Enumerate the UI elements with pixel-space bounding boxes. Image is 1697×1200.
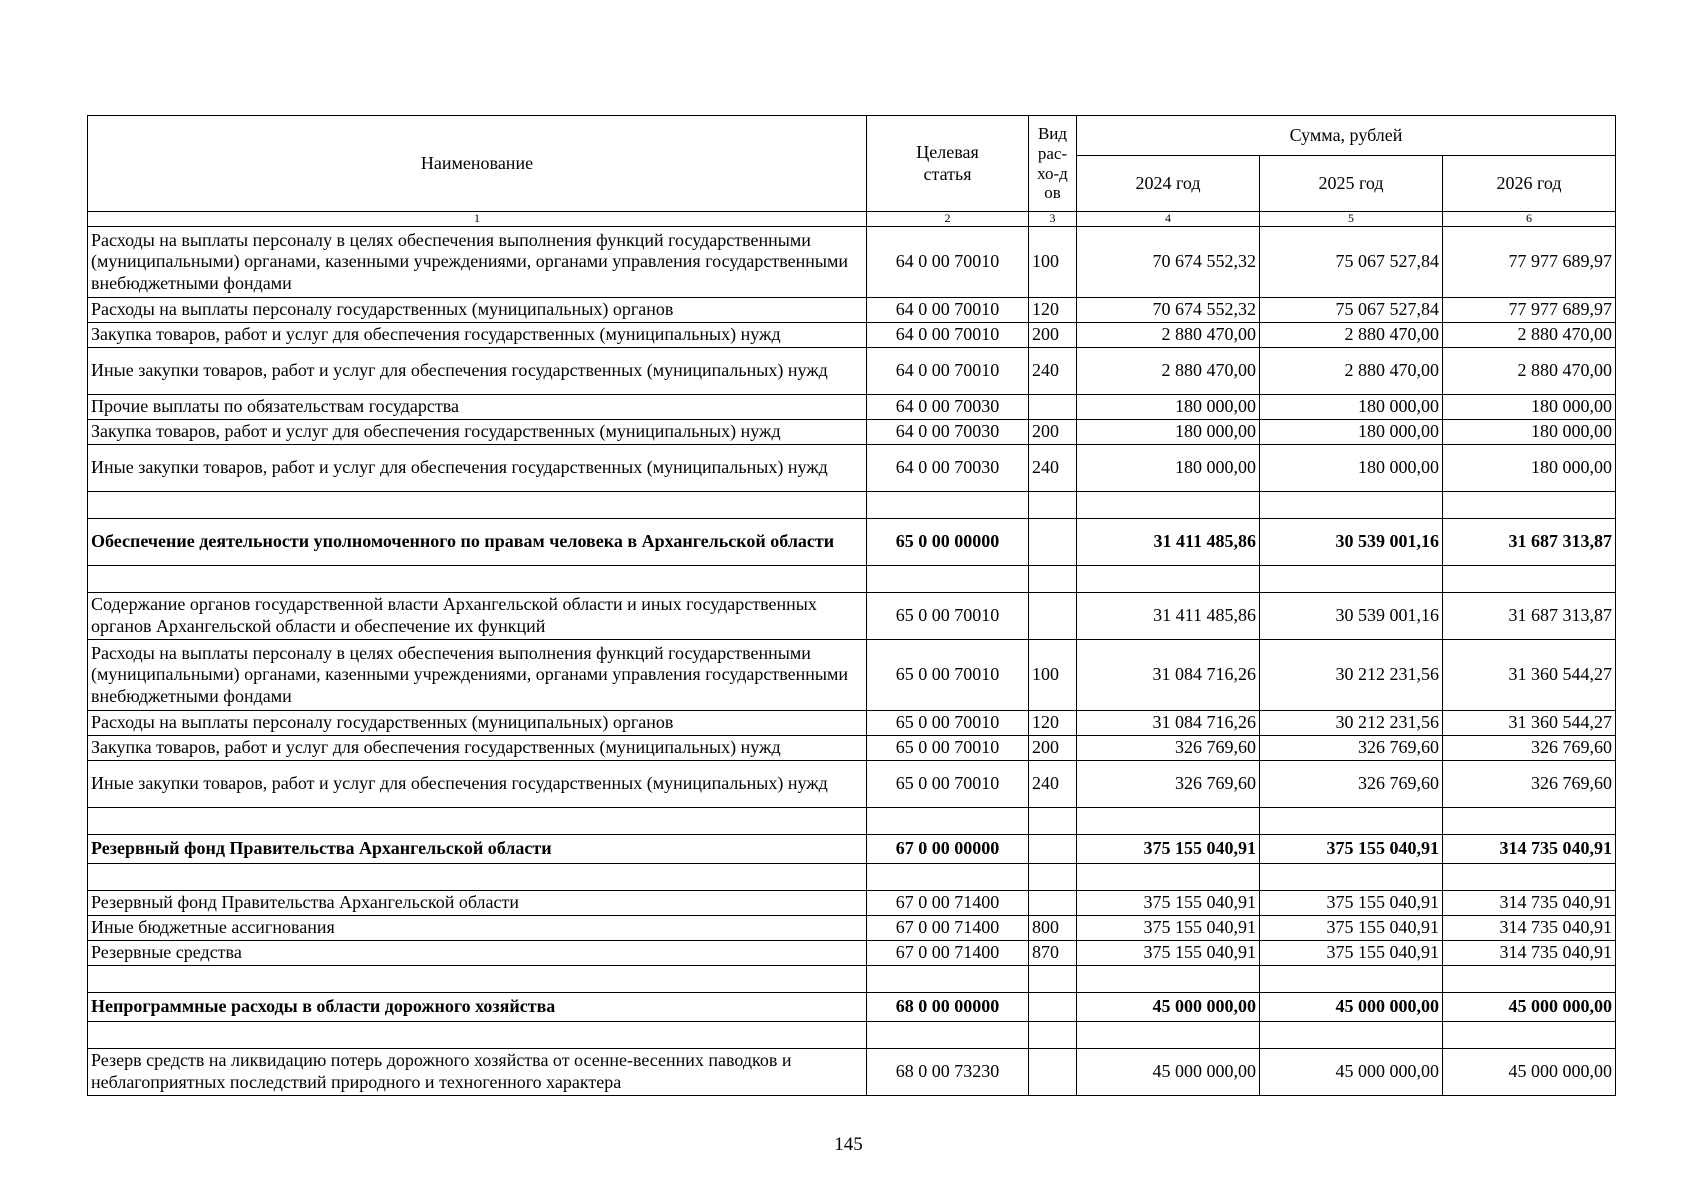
empty-cell <box>1260 566 1443 593</box>
row-name: Расходы на выплаты персоналу в целях обеспечения выполнения функций государственными (муниципальными) органами, казенными учреждениями, органами управления государственными внебюджетными фондами <box>88 227 867 298</box>
row-sum-2024: 70 674 552,32 <box>1077 298 1260 323</box>
empty-cell <box>867 966 1029 993</box>
row-sum-2024: 45 000 000,00 <box>1077 993 1260 1022</box>
empty-cell <box>1077 864 1260 891</box>
row-sum-2026: 314 735 040,91 <box>1443 891 1616 916</box>
row-sum-2024: 375 155 040,91 <box>1077 835 1260 864</box>
section-row <box>88 993 1616 1022</box>
empty-cell <box>1029 966 1077 993</box>
row-sum-2024: 45 000 000,00 <box>1077 1049 1260 1096</box>
row-name: Иные закупки товаров, работ и услуг для обеспечения государственных (муниципальных) нужд <box>88 761 867 808</box>
row-name: Прочие выплаты по обязательствам государства <box>88 395 867 420</box>
empty-cell <box>1077 966 1260 993</box>
row-sum-2024: 375 155 040,91 <box>1077 916 1260 941</box>
row-expense-kind <box>1029 993 1077 1022</box>
row-sum-2024: 2 880 470,00 <box>1077 348 1260 395</box>
table-header <box>88 116 1616 227</box>
row-sum-2026: 31 360 544,27 <box>1443 640 1616 711</box>
header-target-text: Целевая статья <box>916 141 979 184</box>
empty-cell <box>1443 808 1616 835</box>
row-sum-2025: 2 880 470,00 <box>1260 348 1443 395</box>
table-row <box>88 593 1616 640</box>
row-sum-2026: 2 880 470,00 <box>1443 348 1616 395</box>
empty-cell <box>88 966 867 993</box>
row-name: Резервный фонд Правительства Архангельской области <box>88 835 867 864</box>
table-row <box>88 640 1616 711</box>
section-row <box>88 835 1616 864</box>
row-sum-2024: 375 155 040,91 <box>1077 941 1260 966</box>
row-target-code: 67 0 00 71400 <box>867 941 1029 966</box>
empty-cell <box>1443 966 1616 993</box>
table-row <box>88 941 1616 966</box>
empty-cell <box>88 566 867 593</box>
column-index: 1 <box>88 212 867 227</box>
row-expense-kind <box>1029 835 1077 864</box>
spacer-row <box>88 1022 1616 1049</box>
row-target-code: 65 0 00 70010 <box>867 711 1029 736</box>
header-year-2024: 2024 год <box>1077 156 1260 212</box>
row-sum-2026: 31 360 544,27 <box>1443 711 1616 736</box>
empty-cell <box>88 864 867 891</box>
row-sum-2024: 180 000,00 <box>1077 395 1260 420</box>
row-sum-2025: 375 155 040,91 <box>1260 891 1443 916</box>
row-target-code: 64 0 00 70010 <box>867 227 1029 298</box>
row-sum-2025: 375 155 040,91 <box>1260 941 1443 966</box>
row-sum-2024: 375 155 040,91 <box>1077 891 1260 916</box>
row-sum-2026: 77 977 689,97 <box>1443 298 1616 323</box>
row-target-code: 67 0 00 00000 <box>867 835 1029 864</box>
row-sum-2026: 314 735 040,91 <box>1443 835 1616 864</box>
row-sum-2025: 30 212 231,56 <box>1260 711 1443 736</box>
row-sum-2025: 180 000,00 <box>1260 395 1443 420</box>
row-name: Расходы на выплаты персоналу государственных (муниципальных) органов <box>88 711 867 736</box>
spacer-row <box>88 864 1616 891</box>
header-name: Наименование <box>88 116 867 212</box>
empty-cell <box>1443 1022 1616 1049</box>
row-name: Закупка товаров, работ и услуг для обеспечения государственных (муниципальных) нужд <box>88 420 867 445</box>
row-name: Расходы на выплаты персоналу в целях обеспечения выполнения функций государственными (муниципальными) органами, казенными учреждениями, органами управления государственными внебюджетными фондами <box>88 640 867 711</box>
table-row <box>88 1049 1616 1096</box>
row-sum-2026: 314 735 040,91 <box>1443 916 1616 941</box>
row-sum-2025: 2 880 470,00 <box>1260 323 1443 348</box>
row-sum-2024: 31 084 716,26 <box>1077 640 1260 711</box>
row-sum-2025: 75 067 527,84 <box>1260 298 1443 323</box>
empty-cell <box>1260 492 1443 519</box>
row-expense-kind: 200 <box>1029 420 1077 445</box>
table-row <box>88 445 1616 492</box>
row-expense-kind: 200 <box>1029 323 1077 348</box>
row-sum-2026: 77 977 689,97 <box>1443 227 1616 298</box>
spacer-row <box>88 566 1616 593</box>
row-name: Содержание органов государственной власти Архангельской области и иных государственных органов Архангельской области и обеспечение их функций <box>88 593 867 640</box>
empty-cell <box>1029 492 1077 519</box>
table-row <box>88 736 1616 761</box>
budget-table <box>87 115 1616 1096</box>
row-name: Непрограммные расходы в области дорожного хозяйства <box>88 993 867 1022</box>
row-expense-kind: 200 <box>1029 736 1077 761</box>
row-expense-kind <box>1029 519 1077 566</box>
header-expense-kind <box>1029 116 1077 212</box>
table-row <box>88 323 1616 348</box>
row-sum-2024: 326 769,60 <box>1077 736 1260 761</box>
empty-cell <box>88 1022 867 1049</box>
empty-cell <box>1029 1022 1077 1049</box>
row-target-code: 64 0 00 70010 <box>867 348 1029 395</box>
empty-cell <box>1029 864 1077 891</box>
empty-cell <box>867 808 1029 835</box>
row-name: Резервный фонд Правительства Архангельской области <box>88 891 867 916</box>
empty-cell <box>88 808 867 835</box>
table-row <box>88 227 1616 298</box>
row-name: Закупка товаров, работ и услуг для обеспечения государственных (муниципальных) нужд <box>88 323 867 348</box>
column-index: 4 <box>1077 212 1260 227</box>
row-sum-2026: 180 000,00 <box>1443 395 1616 420</box>
column-index: 3 <box>1029 212 1077 227</box>
empty-cell <box>1077 566 1260 593</box>
row-target-code: 67 0 00 71400 <box>867 891 1029 916</box>
row-sum-2026: 326 769,60 <box>1443 761 1616 808</box>
empty-cell <box>1077 492 1260 519</box>
row-sum-2026: 2 880 470,00 <box>1443 323 1616 348</box>
row-sum-2026: 31 687 313,87 <box>1443 593 1616 640</box>
row-name: Иные закупки товаров, работ и услуг для обеспечения государственных (муниципальных) нужд <box>88 348 867 395</box>
row-expense-kind <box>1029 1049 1077 1096</box>
empty-cell <box>1443 492 1616 519</box>
row-expense-kind: 240 <box>1029 445 1077 492</box>
row-expense-kind: 800 <box>1029 916 1077 941</box>
row-sum-2024: 2 880 470,00 <box>1077 323 1260 348</box>
row-sum-2026: 180 000,00 <box>1443 420 1616 445</box>
row-sum-2025: 326 769,60 <box>1260 761 1443 808</box>
spacer-row <box>88 808 1616 835</box>
row-sum-2024: 31 084 716,26 <box>1077 711 1260 736</box>
row-target-code: 64 0 00 70030 <box>867 395 1029 420</box>
table-row <box>88 761 1616 808</box>
row-expense-kind: 870 <box>1029 941 1077 966</box>
row-sum-2024: 180 000,00 <box>1077 420 1260 445</box>
row-sum-2024: 326 769,60 <box>1077 761 1260 808</box>
row-sum-2024: 70 674 552,32 <box>1077 227 1260 298</box>
row-target-code: 64 0 00 70030 <box>867 445 1029 492</box>
budget-sheet <box>87 115 1615 1096</box>
row-sum-2025: 180 000,00 <box>1260 445 1443 492</box>
empty-cell <box>867 1022 1029 1049</box>
row-name: Расходы на выплаты персоналу государственных (муниципальных) органов <box>88 298 867 323</box>
column-index: 6 <box>1443 212 1616 227</box>
row-name: Обеспечение деятельности уполномоченного по правам человека в Архангельской области <box>88 519 867 566</box>
header-kind-text: Вид рас-хо-дов <box>1037 124 1068 203</box>
table-row <box>88 420 1616 445</box>
column-index-row <box>88 212 1616 227</box>
row-sum-2025: 30 212 231,56 <box>1260 640 1443 711</box>
row-name: Иные закупки товаров, работ и услуг для обеспечения государственных (муниципальных) нужд <box>88 445 867 492</box>
row-expense-kind: 120 <box>1029 298 1077 323</box>
row-target-code: 65 0 00 70010 <box>867 761 1029 808</box>
empty-cell <box>1260 864 1443 891</box>
row-target-code: 67 0 00 71400 <box>867 916 1029 941</box>
row-sum-2025: 75 067 527,84 <box>1260 227 1443 298</box>
empty-cell <box>1077 808 1260 835</box>
row-expense-kind: 100 <box>1029 227 1077 298</box>
row-expense-kind: 120 <box>1029 711 1077 736</box>
row-sum-2026: 326 769,60 <box>1443 736 1616 761</box>
row-name: Закупка товаров, работ и услуг для обеспечения государственных (муниципальных) нужд <box>88 736 867 761</box>
empty-cell <box>867 864 1029 891</box>
section-row <box>88 519 1616 566</box>
table-row <box>88 916 1616 941</box>
row-sum-2024: 31 411 485,86 <box>1077 593 1260 640</box>
row-sum-2025: 180 000,00 <box>1260 420 1443 445</box>
row-sum-2026: 45 000 000,00 <box>1443 1049 1616 1096</box>
row-sum-2025: 326 769,60 <box>1260 736 1443 761</box>
header-sum: Сумма, рублей <box>1077 116 1616 156</box>
header-year-2026: 2026 год <box>1443 156 1616 212</box>
table-row <box>88 395 1616 420</box>
row-target-code: 65 0 00 70010 <box>867 593 1029 640</box>
empty-cell <box>88 492 867 519</box>
row-target-code: 68 0 00 73230 <box>867 1049 1029 1096</box>
empty-cell <box>1260 966 1443 993</box>
page-number: 145 <box>834 1134 863 1155</box>
empty-cell <box>1443 864 1616 891</box>
header-target-article <box>867 116 1029 212</box>
row-expense-kind <box>1029 395 1077 420</box>
column-index: 5 <box>1260 212 1443 227</box>
row-target-code: 64 0 00 70030 <box>867 420 1029 445</box>
empty-cell <box>1260 1022 1443 1049</box>
table-row <box>88 348 1616 395</box>
row-name: Иные бюджетные ассигнования <box>88 916 867 941</box>
row-expense-kind: 240 <box>1029 348 1077 395</box>
empty-cell <box>1260 808 1443 835</box>
table-row <box>88 711 1616 736</box>
column-index: 2 <box>867 212 1029 227</box>
row-target-code: 65 0 00 70010 <box>867 640 1029 711</box>
row-expense-kind <box>1029 593 1077 640</box>
row-expense-kind: 240 <box>1029 761 1077 808</box>
row-sum-2025: 30 539 001,16 <box>1260 519 1443 566</box>
row-target-code: 64 0 00 70010 <box>867 298 1029 323</box>
row-sum-2025: 375 155 040,91 <box>1260 916 1443 941</box>
empty-cell <box>867 492 1029 519</box>
row-name: Резервные средства <box>88 941 867 966</box>
row-sum-2025: 30 539 001,16 <box>1260 593 1443 640</box>
row-target-code: 64 0 00 70010 <box>867 323 1029 348</box>
row-sum-2026: 180 000,00 <box>1443 445 1616 492</box>
empty-cell <box>1029 808 1077 835</box>
empty-cell <box>1077 1022 1260 1049</box>
row-expense-kind <box>1029 891 1077 916</box>
row-sum-2024: 180 000,00 <box>1077 445 1260 492</box>
row-sum-2026: 31 687 313,87 <box>1443 519 1616 566</box>
row-sum-2026: 45 000 000,00 <box>1443 993 1616 1022</box>
empty-cell <box>1029 566 1077 593</box>
spacer-row <box>88 966 1616 993</box>
spacer-row <box>88 492 1616 519</box>
row-target-code: 68 0 00 00000 <box>867 993 1029 1022</box>
row-sum-2025: 45 000 000,00 <box>1260 1049 1443 1096</box>
header-year-2025: 2025 год <box>1260 156 1443 212</box>
row-sum-2025: 45 000 000,00 <box>1260 993 1443 1022</box>
table-row <box>88 298 1616 323</box>
empty-cell <box>867 566 1029 593</box>
row-sum-2025: 375 155 040,91 <box>1260 835 1443 864</box>
row-target-code: 65 0 00 00000 <box>867 519 1029 566</box>
row-sum-2024: 31 411 485,86 <box>1077 519 1260 566</box>
row-name: Резерв средств на ликвидацию потерь дорожного хозяйства от осенне-весенних паводков и неблагоприятных последствий природного и техногенного характера <box>88 1049 867 1096</box>
row-sum-2026: 314 735 040,91 <box>1443 941 1616 966</box>
table-body <box>88 227 1616 1096</box>
table-row <box>88 891 1616 916</box>
row-expense-kind: 100 <box>1029 640 1077 711</box>
row-target-code: 65 0 00 70010 <box>867 736 1029 761</box>
empty-cell <box>1443 566 1616 593</box>
